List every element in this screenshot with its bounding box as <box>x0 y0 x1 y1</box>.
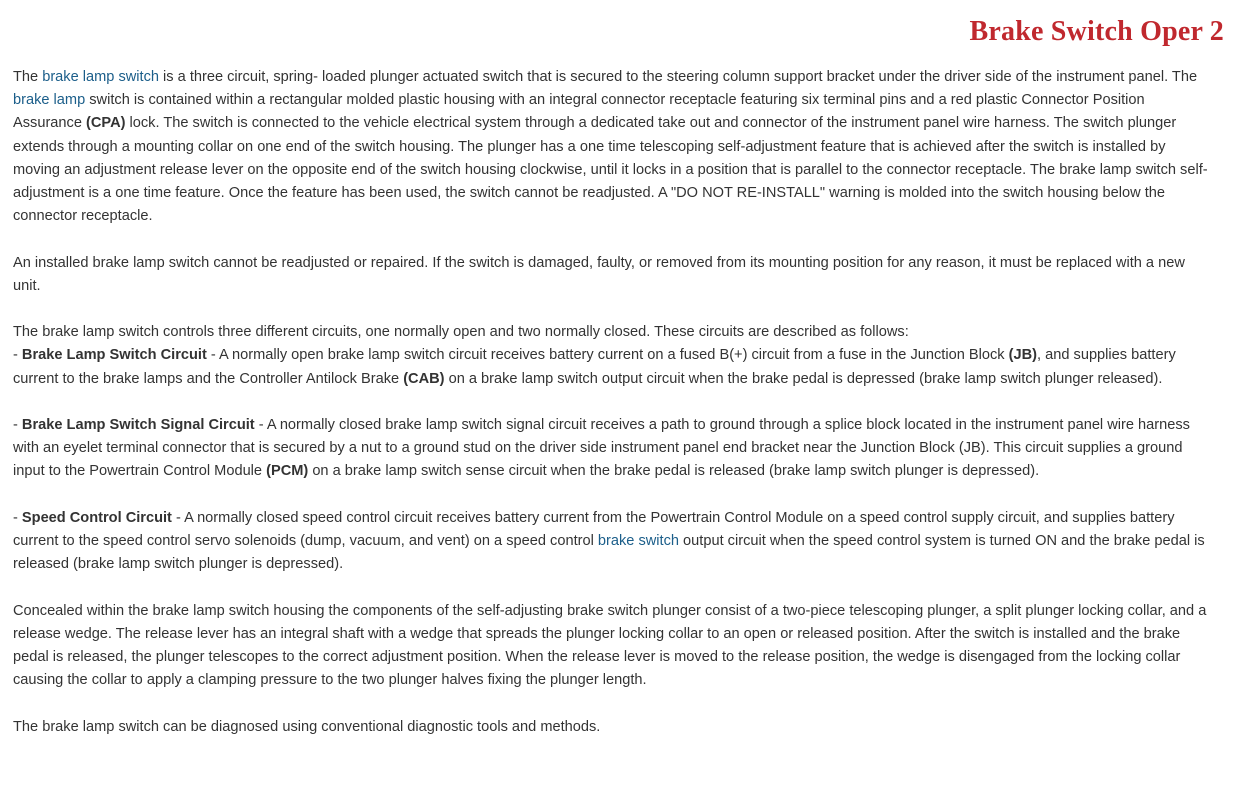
text-segment: , and supplies battery current to the brake lamps and the Controller Antilock Brake <box>13 347 1176 387</box>
paragraph-replacement-note: An installed brake lamp switch cannot be readjusted or repaired. If the switch is damaged, faulty, or removed from its mounting position for any reason, it must be replaced with a new unit. <box>13 254 1185 294</box>
bold-term-pcm: (PCM) <box>266 463 309 480</box>
text-segment: The <box>13 69 43 85</box>
paragraph-plunger-components: Concealed within the brake lamp switch housing the components of the self-adjusting brake switch plunger consist of a two-piece telescoping plunger, a split plunger locking collar, and a release wedge. The release lever has an integral shaft with a wedge that spreads the plunger locking collar to an open or released position. After the switch is installed and the brake pedal is released, the plunger telescopes to the correct adjustment position. When the release lever is moved to the release position, the wedge is disengaged from the locking collar causing the collar to apply a clamping pressure to the two plunger halves fixing the plunger length. <box>13 602 1207 689</box>
paragraph-circuits <box>13 321 1213 391</box>
page-title: Brake Switch Oper 2 <box>969 16 1224 47</box>
bold-term-jb: (JB) <box>1008 347 1038 364</box>
link-brake-switch[interactable]: brake switch <box>597 533 679 549</box>
text-segment: output circuit when the speed control system is turned ON and the brake pedal is released (brake lamp switch plunger is depressed). <box>13 533 1205 573</box>
list-dash: - <box>13 417 22 433</box>
article-body <box>13 66 1213 762</box>
text-segment: switch is contained within a rectangular molded plastic housing with an integral connector receptacle featuring six terminal pins and a red plastic Connector Position Assurance <box>13 92 1145 132</box>
paragraph-signal-circuit <box>13 414 1213 484</box>
link-brake-lamp[interactable]: brake lamp <box>13 92 86 109</box>
paragraph-speed-control-circuit <box>13 507 1213 577</box>
text-segment: is a three circuit, spring- loaded plunger actuated switch that is secured to the steering column support bracket under the driver side of the instrument panel. The <box>159 69 1198 85</box>
paragraph-description <box>13 66 1213 228</box>
text-segment: on a brake lamp switch sense circuit when the brake pedal is released (brake lamp switch plunger is depressed). <box>308 463 1040 480</box>
list-dash: - <box>13 509 22 526</box>
list-dash: - <box>13 347 22 364</box>
circuit-heading-signal: Brake Lamp Switch Signal Circuit <box>21 417 255 433</box>
bold-term-cpa: (CPA) <box>86 115 126 132</box>
text-segment: lock. The switch is connected to the vehicle electrical system through a dedicated take out and connector of the instrument panel wire harness. The switch plunger extends through a mounting collar on one end of the switch housing. The plunger has a one time telescoping self-adjustment feature that is achieved after the switch is installed by moving an adjustment release lever on the opposite end of the switch housing clockwise, until it locks in a position that is parallel to the connector receptacle. The brake lamp switch self-adjustment is a one time feature. Once the feature has been used, the switch cannot be readjusted. A "DO NOT RE-INSTALL" warning is molded into the switch housing below the connector receptacle. <box>13 115 1208 225</box>
paragraph-diagnosis: The brake lamp switch can be diagnosed using conventional diagnostic tools and methods. <box>13 718 601 735</box>
circuit-heading-speed-control: Speed Control Circuit <box>21 509 172 526</box>
text-segment: - A normally closed speed control circuit receives battery current from the Powertrain Control Module on a speed control supply circuit, and supplies battery current to the speed control servo solenoids (dump, vacuum, and vent) on a speed control <box>13 509 1175 549</box>
text-segment: - A normally open brake lamp switch circuit receives battery current on a fused B(+) circuit from a fuse in the Junction Block <box>206 347 1009 364</box>
bold-term-cab: (CAB) <box>403 370 445 387</box>
text-segment: on a brake lamp switch output circuit when the brake pedal is depressed (brake lamp switch plunger released). <box>444 370 1163 387</box>
text-segment: - A normally closed brake lamp switch signal circuit receives a path to ground through a splice block located in the instrument panel wire harness with an eyelet terminal connector that is secured by a nut to a ground stud on the driver side instrument panel end bracket near the Junction Block (JB). This circuit supplies a ground input to the Powertrain Control Module <box>13 417 1190 480</box>
link-brake-lamp-switch[interactable]: brake lamp switch <box>42 69 159 85</box>
circuits-intro: The brake lamp switch controls three different circuits, one normally open and two normally closed. These circuits are described as follows: <box>13 324 909 341</box>
circuit-heading-brake-lamp-switch: Brake Lamp Switch Circuit <box>21 347 207 364</box>
